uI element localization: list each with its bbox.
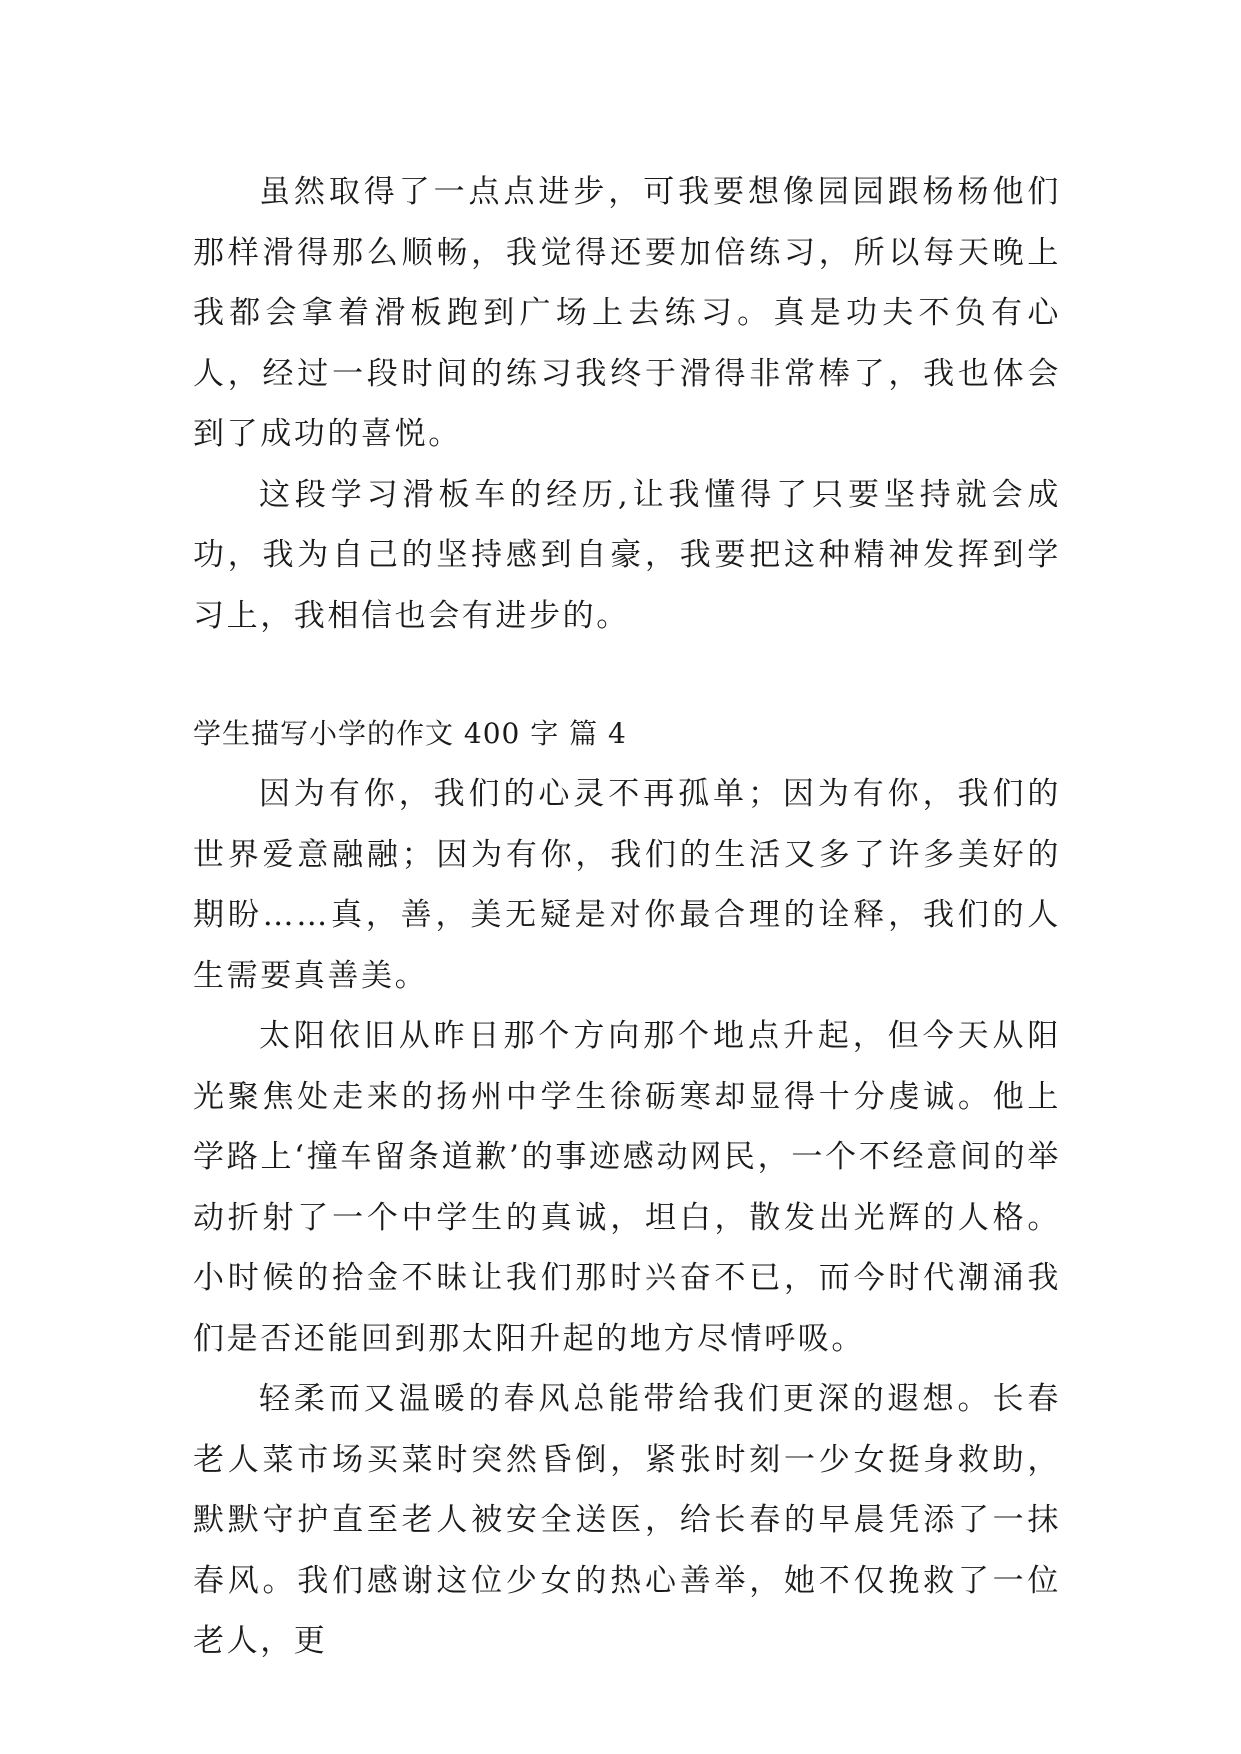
section-spacer [193, 646, 1061, 704]
paragraph-skateboard-lesson: 这段学习滑板车的经历,让我懂得了只要坚持就会成功，我为自己的坚持感到自豪，我要把这种精神发挥到学习上，我相信也会有进步的。 [193, 476, 1061, 634]
paragraph-because-of-you: 因为有你，我们的心灵不再孤单；因为有你，我们的世界爱意融融；因为有你，我们的生活又多了许多美好的期盼……真，善，美无疑是对你最合理的诠释，我们的人生需要真善美。 [193, 776, 1061, 994]
paragraph-sunrise: 太阳依旧从昨日那个方向那个地点升起，但今天从阳光聚焦处走来的扬州中学生徐砺寒却显得十分虔诚。他上学路上‘撞车留条道歉’的事迹感动网民，一个不经意间的举动折射了一个中学生的真诚，坦白，散发出光辉的人格。小时候的拾金不昧让我们那时兴奋不已，而今时代潮涌我们是否还能回到那太阳升起的地方尽情呼吸。 [193, 1018, 1061, 1357]
section-heading: 学生描写小学的作文 400 字 篇 4 [193, 717, 627, 750]
paragraph-spring-breeze: 轻柔而又温暖的春风总能带给我们更深的遐想。长春老人菜市场买菜时突然昏倒，紧张时刻一少女挺身救助，默默守护直至老人被安全送医，给长春的早晨凭添了一抹春风。我们感谢这位少女的热心善举，她不仅挽救了一位老人，更 [193, 1381, 1061, 1659]
document-body [193, 162, 1061, 1672]
paragraph-skateboard-progress: 虽然取得了一点点进步，可我要想像园园跟杨杨他们那样滑得那么顺畅，我觉得还要加倍练习，所以每天晚上我都会拿着滑板跑到广场上去练习。真是功夫不负有心人，经过一段时间的练习我终于滑得非常棒了，我也体会到了成功的喜悦。 [193, 174, 1061, 452]
